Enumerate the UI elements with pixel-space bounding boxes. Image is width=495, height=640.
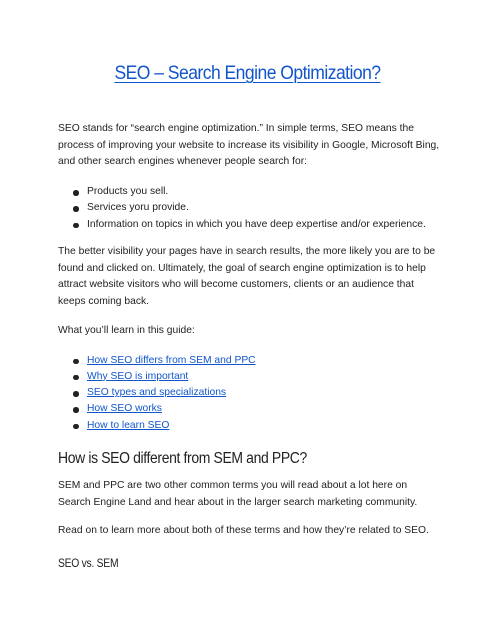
section-paragraph-1: SEM and PPC are two other common terms you will read about a lot here on Search Engine Land and hear about in the larger search marketing community. [58, 480, 418, 508]
intro-paragraph: SEO stands for “search engine optimization.” In simple terms, SEO means the process of improving your website to increase its visibility in Google, Microsoft Bing, and other search engines whenever people search for: [58, 123, 440, 168]
section-paragraph-2: Read on to learn more about both of these terms and how they’re related to SEO. [58, 525, 429, 537]
list-item: Products you sell. [58, 184, 440, 200]
list-item [58, 353, 440, 369]
list-item [58, 385, 440, 401]
visibility-paragraph: The better visibility your pages have in search results, the more likely you are to be found and clicked on. Ultimately, the goal of search engine optimization is to help attract website visitors who will become customers, clients or an audience that keeps coming back. [58, 246, 436, 308]
bullet-icon [73, 375, 79, 381]
link-seo-vs-sem-ppc[interactable]: How SEO differs from SEM and PPC [87, 354, 256, 366]
document-body [58, 121, 440, 572]
list-item [58, 418, 440, 434]
list-item: Information on topics in which you have deep expertise and/or experience. [58, 217, 440, 233]
bullet-icon [73, 407, 79, 413]
link-seo-types[interactable]: SEO types and specializations [87, 387, 227, 399]
section-heading: How is SEO different from SEM and PPC? [58, 450, 307, 467]
subheading-seo-vs-sem: SEO vs. SEM [58, 558, 119, 571]
bullet-icon [73, 359, 79, 365]
guide-link-list [58, 353, 440, 434]
search-for-list [58, 184, 440, 233]
bullet-icon [73, 223, 79, 229]
bullet-icon [73, 391, 79, 397]
bullet-icon [73, 206, 79, 212]
bullet-icon [73, 190, 79, 196]
link-how-to-learn-seo[interactable]: How to learn SEO [87, 419, 170, 431]
link-why-seo-important[interactable]: Why SEO is important [87, 370, 189, 382]
link-how-seo-works[interactable]: How SEO works [87, 403, 162, 415]
list-item [58, 369, 440, 385]
bullet-icon [73, 424, 79, 430]
page-title: SEO – Search Engine Optimization? [114, 62, 381, 84]
list-item: Services yoru provide. [58, 200, 440, 216]
list-item [58, 401, 440, 417]
guide-intro: What you’ll learn in this guide: [58, 324, 195, 336]
